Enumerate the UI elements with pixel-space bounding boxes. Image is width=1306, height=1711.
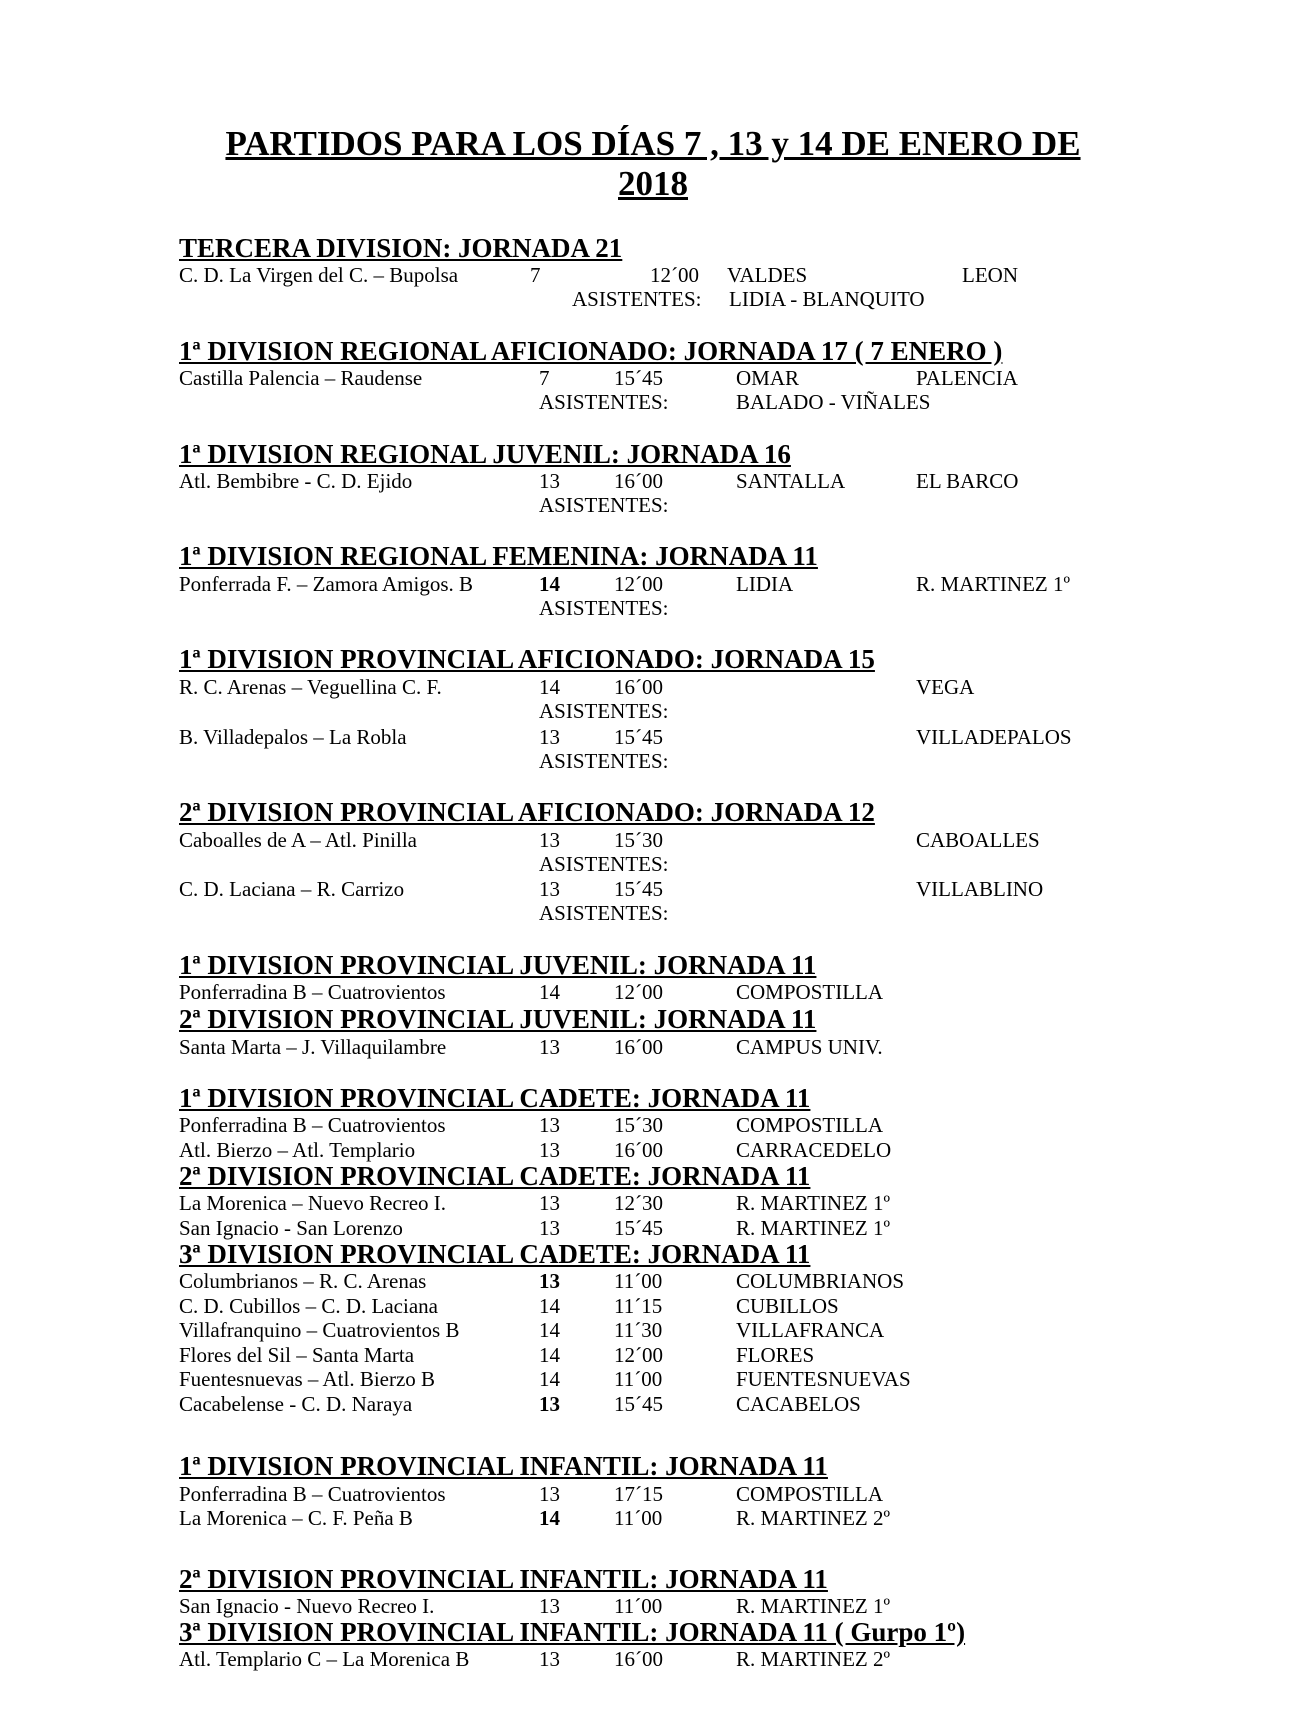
match-day: 14: [539, 1318, 560, 1342]
section-heading: 2ª DIVISION PROVINCIAL AFICIONADO: JORNADA 12: [179, 797, 875, 827]
match-day: 7: [530, 263, 541, 287]
match-time: 12´30: [614, 1191, 663, 1215]
match-time: 15´45: [614, 366, 663, 390]
match-teams: Ponferradina B – Cuatrovientos: [179, 1482, 446, 1506]
match-venue: VILLADEPALOS: [916, 725, 1072, 749]
assistants-names: BALADO - VIÑALES: [736, 390, 931, 414]
section-heading: 2ª DIVISION PROVINCIAL JUVENIL: JORNADA 11: [179, 1004, 817, 1034]
match-day: 13: [539, 1035, 560, 1059]
match-venue: CARRACEDELO: [736, 1138, 892, 1162]
match-day: 13: [539, 1138, 560, 1162]
match-teams: Villafranquino – Cuatrovientos B: [179, 1318, 460, 1342]
section-heading: 1ª DIVISION REGIONAL JUVENIL: JORNADA 16: [179, 439, 791, 469]
match-day: 13: [539, 1647, 560, 1671]
document-title: [160, 124, 1146, 204]
match-time: 16´00: [614, 469, 663, 493]
match-time: 12´00: [614, 1343, 663, 1367]
match-teams: C. D. Cubillos – C. D. Laciana: [179, 1294, 438, 1318]
match-day: 13: [539, 877, 560, 901]
match-referee: VALDES: [727, 263, 808, 287]
match-venue: CACABELOS: [736, 1392, 861, 1416]
match-teams: Atl. Bierzo – Atl. Templario: [179, 1138, 416, 1162]
match-time: 15´45: [614, 1392, 663, 1416]
match-teams: C. D. La Virgen del C. – Bupolsa: [179, 263, 459, 287]
section-heading: 1ª DIVISION PROVINCIAL AFICIONADO: JORNADA 15: [179, 644, 875, 674]
match-teams: Castilla Palencia – Raudense: [179, 366, 423, 390]
assistants-names: LIDIA - BLANQUITO: [729, 287, 925, 311]
match-time: 16´00: [614, 1035, 663, 1059]
section-heading: TERCERA DIVISION: JORNADA 21: [179, 233, 623, 263]
match-venue: R. MARTINEZ 1º: [916, 572, 1070, 596]
match-referee: LIDIA: [736, 572, 794, 596]
match-teams: Santa Marta – J. Villaquilambre: [179, 1035, 447, 1059]
match-time: 15´45: [614, 725, 663, 749]
assistants-label: ASISTENTES:: [539, 901, 669, 925]
match-day: 13: [539, 1216, 560, 1240]
title-line-1: PARTIDOS PARA LOS DÍAS 7 , 13 y 14 DE ENERO DE: [225, 124, 1081, 163]
match-day: 13: [539, 725, 560, 749]
match-venue: R. MARTINEZ 2º: [736, 1647, 890, 1671]
match-venue: COMPOSTILLA: [736, 980, 884, 1004]
assistants-label: ASISTENTES:: [539, 749, 669, 773]
match-venue: R. MARTINEZ 1º: [736, 1216, 890, 1240]
match-time: 15´30: [614, 828, 663, 852]
match-time: 12´00: [614, 980, 663, 1004]
match-venue: R. MARTINEZ 1º: [736, 1594, 890, 1618]
match-venue: R. MARTINEZ 1º: [736, 1191, 890, 1215]
match-venue: VILLAFRANCA: [736, 1318, 885, 1342]
match-teams: Ponferradina B – Cuatrovientos: [179, 1113, 446, 1137]
match-venue: R. MARTINEZ 2º: [736, 1506, 890, 1530]
match-teams: Fuentesnuevas – Atl. Bierzo B: [179, 1367, 436, 1391]
match-teams: Columbrianos – R. C. Arenas: [179, 1269, 427, 1293]
match-day: 13: [539, 469, 560, 493]
match-venue: LEON: [962, 263, 1018, 287]
assistants-label: ASISTENTES:: [539, 596, 669, 620]
match-teams: C. D. Laciana – R. Carrizo: [179, 877, 405, 901]
match-venue: EL BARCO: [916, 469, 1019, 493]
section-heading: 1ª DIVISION REGIONAL AFICIONADO: JORNADA 17 ( 7 ENERO ): [179, 336, 1003, 366]
match-day: 14: [539, 675, 560, 699]
match-teams: Atl. Bembibre - C. D. Ejido: [179, 469, 413, 493]
match-venue: COLUMBRIANOS: [736, 1269, 905, 1293]
match-venue: COMPOSTILLA: [736, 1482, 884, 1506]
match-venue: PALENCIA: [916, 366, 1018, 390]
match-day: 13: [539, 1482, 560, 1506]
match-teams: La Morenica – C. F. Peña B: [179, 1506, 413, 1530]
match-time: 11´00: [614, 1269, 663, 1293]
section-heading: 3ª DIVISION PROVINCIAL CADETE: JORNADA 11: [179, 1239, 811, 1269]
match-venue: CAMPUS UNIV.: [736, 1035, 883, 1059]
assistants-label: ASISTENTES:: [572, 287, 702, 311]
match-time: 16´00: [614, 1138, 663, 1162]
match-teams: B. Villadepalos – La Robla: [179, 725, 407, 749]
match-teams: Ponferradina B – Cuatrovientos: [179, 980, 446, 1004]
section-heading: 1ª DIVISION PROVINCIAL CADETE: JORNADA 11: [179, 1083, 811, 1113]
match-teams: Flores del Sil – Santa Marta: [179, 1343, 415, 1367]
match-teams: Cacabelense - C. D. Naraya: [179, 1392, 413, 1416]
match-venue: COMPOSTILLA: [736, 1113, 884, 1137]
match-day: 13: [539, 1392, 560, 1416]
match-day: 14: [539, 1294, 560, 1318]
match-referee: SANTALLA: [736, 469, 846, 493]
match-time: 15´45: [614, 877, 663, 901]
match-teams: Caboalles de A – Atl. Pinilla: [179, 828, 417, 852]
match-time: 11´00: [614, 1367, 663, 1391]
match-day: 14: [539, 1506, 560, 1530]
match-time: 12´00: [614, 572, 663, 596]
assistants-label: ASISTENTES:: [539, 699, 669, 723]
match-day: 13: [539, 1191, 560, 1215]
match-time: 16´00: [614, 675, 663, 699]
match-time: 16´00: [614, 1647, 663, 1671]
match-venue: CABOALLES: [916, 828, 1040, 852]
match-day: 14: [539, 1343, 560, 1367]
match-teams: Atl. Templario C – La Morenica B: [179, 1647, 470, 1671]
match-venue: FUENTESNUEVAS: [736, 1367, 911, 1391]
match-day: 14: [539, 572, 560, 596]
match-time: 15´45: [614, 1216, 663, 1240]
section-heading: 1ª DIVISION PROVINCIAL JUVENIL: JORNADA 11: [179, 950, 817, 980]
match-teams: San Ignacio - Nuevo Recreo I.: [179, 1594, 435, 1618]
match-day: 14: [539, 1367, 560, 1391]
section-heading: 1ª DIVISION PROVINCIAL INFANTIL: JORNADA 11: [179, 1451, 828, 1481]
match-day: 7: [539, 366, 550, 390]
match-time: 11´30: [614, 1318, 663, 1342]
match-venue: CUBILLOS: [736, 1294, 839, 1318]
match-teams: R. C. Arenas – Veguellina C. F.: [179, 675, 442, 699]
match-time: 17´15: [614, 1482, 663, 1506]
assistants-label: ASISTENTES:: [539, 852, 669, 876]
match-referee: OMAR: [736, 366, 800, 390]
match-time: 12´00: [650, 263, 699, 287]
match-time: 15´30: [614, 1113, 663, 1137]
title-line-2: 2018: [618, 164, 688, 203]
section-heading: 2ª DIVISION PROVINCIAL INFANTIL: JORNADA 11: [179, 1564, 828, 1594]
match-time: 11´00: [614, 1506, 663, 1530]
match-teams: San Ignacio - San Lorenzo: [179, 1216, 403, 1240]
match-teams: La Morenica – Nuevo Recreo I.: [179, 1191, 447, 1215]
section-heading: 3ª DIVISION PROVINCIAL INFANTIL: JORNADA 11 ( Gurpo 1º): [179, 1617, 966, 1647]
match-day: 13: [539, 1113, 560, 1137]
match-day: 13: [539, 1594, 560, 1618]
match-venue: VEGA: [916, 675, 975, 699]
match-venue: FLORES: [736, 1343, 815, 1367]
assistants-label: ASISTENTES:: [539, 390, 669, 414]
match-venue: VILLABLINO: [916, 877, 1044, 901]
section-heading: 1ª DIVISION REGIONAL FEMENINA: JORNADA 11: [179, 541, 818, 571]
match-day: 13: [539, 1269, 560, 1293]
match-teams: Ponferrada F. – Zamora Amigos. B: [179, 572, 474, 596]
match-time: 11´00: [614, 1594, 663, 1618]
match-day: 14: [539, 980, 560, 1004]
match-day: 13: [539, 828, 560, 852]
assistants-label: ASISTENTES:: [539, 493, 669, 517]
section-heading: 2ª DIVISION PROVINCIAL CADETE: JORNADA 11: [179, 1161, 811, 1191]
match-time: 11´15: [614, 1294, 663, 1318]
